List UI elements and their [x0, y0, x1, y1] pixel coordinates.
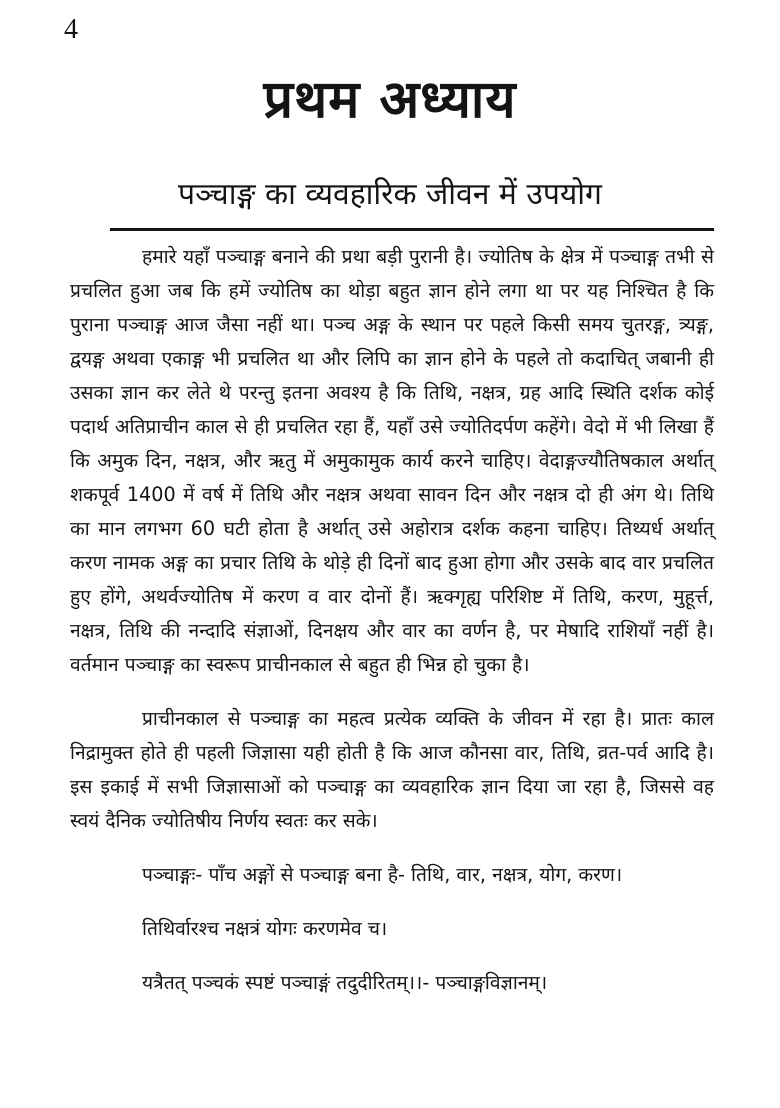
- page-number: 4: [64, 14, 78, 45]
- body-text: [70, 240, 714, 1000]
- section-title: पञ्चाङ्ग का व्यवहारिक जीवन में उपयोग: [178, 177, 602, 212]
- paragraph-importance: प्राचीनकाल से पञ्चाङ्ग का महत्व प्रत्येक व्यक्ति के जीवन में रहा है। प्रातः काल निद्रामुक्त होते ही पहली जिज्ञासा यही होती है कि आज कौनसा वार, तिथि, व्रत-पर्व आदि है। इस इकाई में सभी जिज्ञासाओं को पञ्चाङ्ग का व्यवहारिक ज्ञान दिया जा रहा है, जिससे वह स्वयं दैनिक ज्योतिषीय निर्णय स्वतः कर सके।: [70, 707, 714, 832]
- chapter-title: प्रथम अध्याय: [263, 70, 517, 130]
- sanskrit-verse-line-1: तिथिर्वारश्च नक्षत्रं योगः करणमेव च।: [142, 917, 388, 940]
- sanskrit-verse-line-2: यत्रैतत् पञ्चकं स्पष्टं पञ्चाङ्गं तदुदीरितम्।।- पञ्चाङ्गविज्ञानम्।: [142, 971, 548, 994]
- panchang-definition: पञ्चाङ्गः- पाँच अङ्गों से पञ्चाङ्ग बना है- तिथि, वार, नक्षत्र, योग, करण।: [142, 863, 623, 886]
- title-underline: [110, 228, 714, 231]
- paragraph-history: हमारे यहाँ पञ्चाङ्ग बनाने की प्रथा बड़ी पुरानी है। ज्योतिष के क्षेत्र में पञ्चाङ्ग तभी से प्रचलित हुआ जब कि हमें ज्योतिष का थोड़ा बहुत ज्ञान होने लगा था पर यह निश्चित है कि पुराना पञ्चाङ्ग आज जैसा नहीं था। पञ्च अङ्ग के स्थान पर पहले किसी समय चुतरङ्ग, त्र्यङ्ग, द्वयङ्ग अथवा एकाङ्ग भी प्रचलित था और लिपि का ज्ञान होने के पहले तो कदाचित् जबानी ही उसका ज्ञान कर लेते थे परन्तु इतना अवश्य है कि तिथि, नक्षत्र, ग्रह आदि स्थिति दर्शक कोई पदार्थ अतिप्राचीन काल से ही प्रचलित रहा हैं, यहाँ उसे ज्योतिदर्पण कहेंगे। वेदो में भी लिखा हैं कि अमुक दिन, नक्षत्र, और ऋतु में अमुकामुक कार्य करने चाहिए। वेदाङ्गज्यौतिषकाल अर्थात् शकपूर्व 1400 में वर्ष में तिथि और नक्षत्र अथवा सावन दिन और नक्षत्र दो ही अंग थे। तिथि का मान लगभग 60 घटी होता है अर्थात् उसे अहोरात्र दर्शक कहना चाहिए। तिथ्यर्ध अर्थात् करण नामक अङ्ग का प्रचार तिथि के थोड़े ही दिनों बाद हुआ होगा और उसके बाद वार प्रचलित हुए होंगे, अथर्वज्योतिष में करण व वार दोनों हैं। ऋक्गृह्य परिशिष्ट में तिथि, करण, मुहूर्त्त, नक्षत्र, तिथि की नन्दादि संज्ञाओं, दिनक्षय और वार का वर्णन है, पर मेषादि राशियाँ नहीं है। वर्तमान पञ्चाङ्ग का स्वरूप प्राचीनकाल से बहुत ही भिन्न हो चुका है।: [70, 245, 714, 676]
